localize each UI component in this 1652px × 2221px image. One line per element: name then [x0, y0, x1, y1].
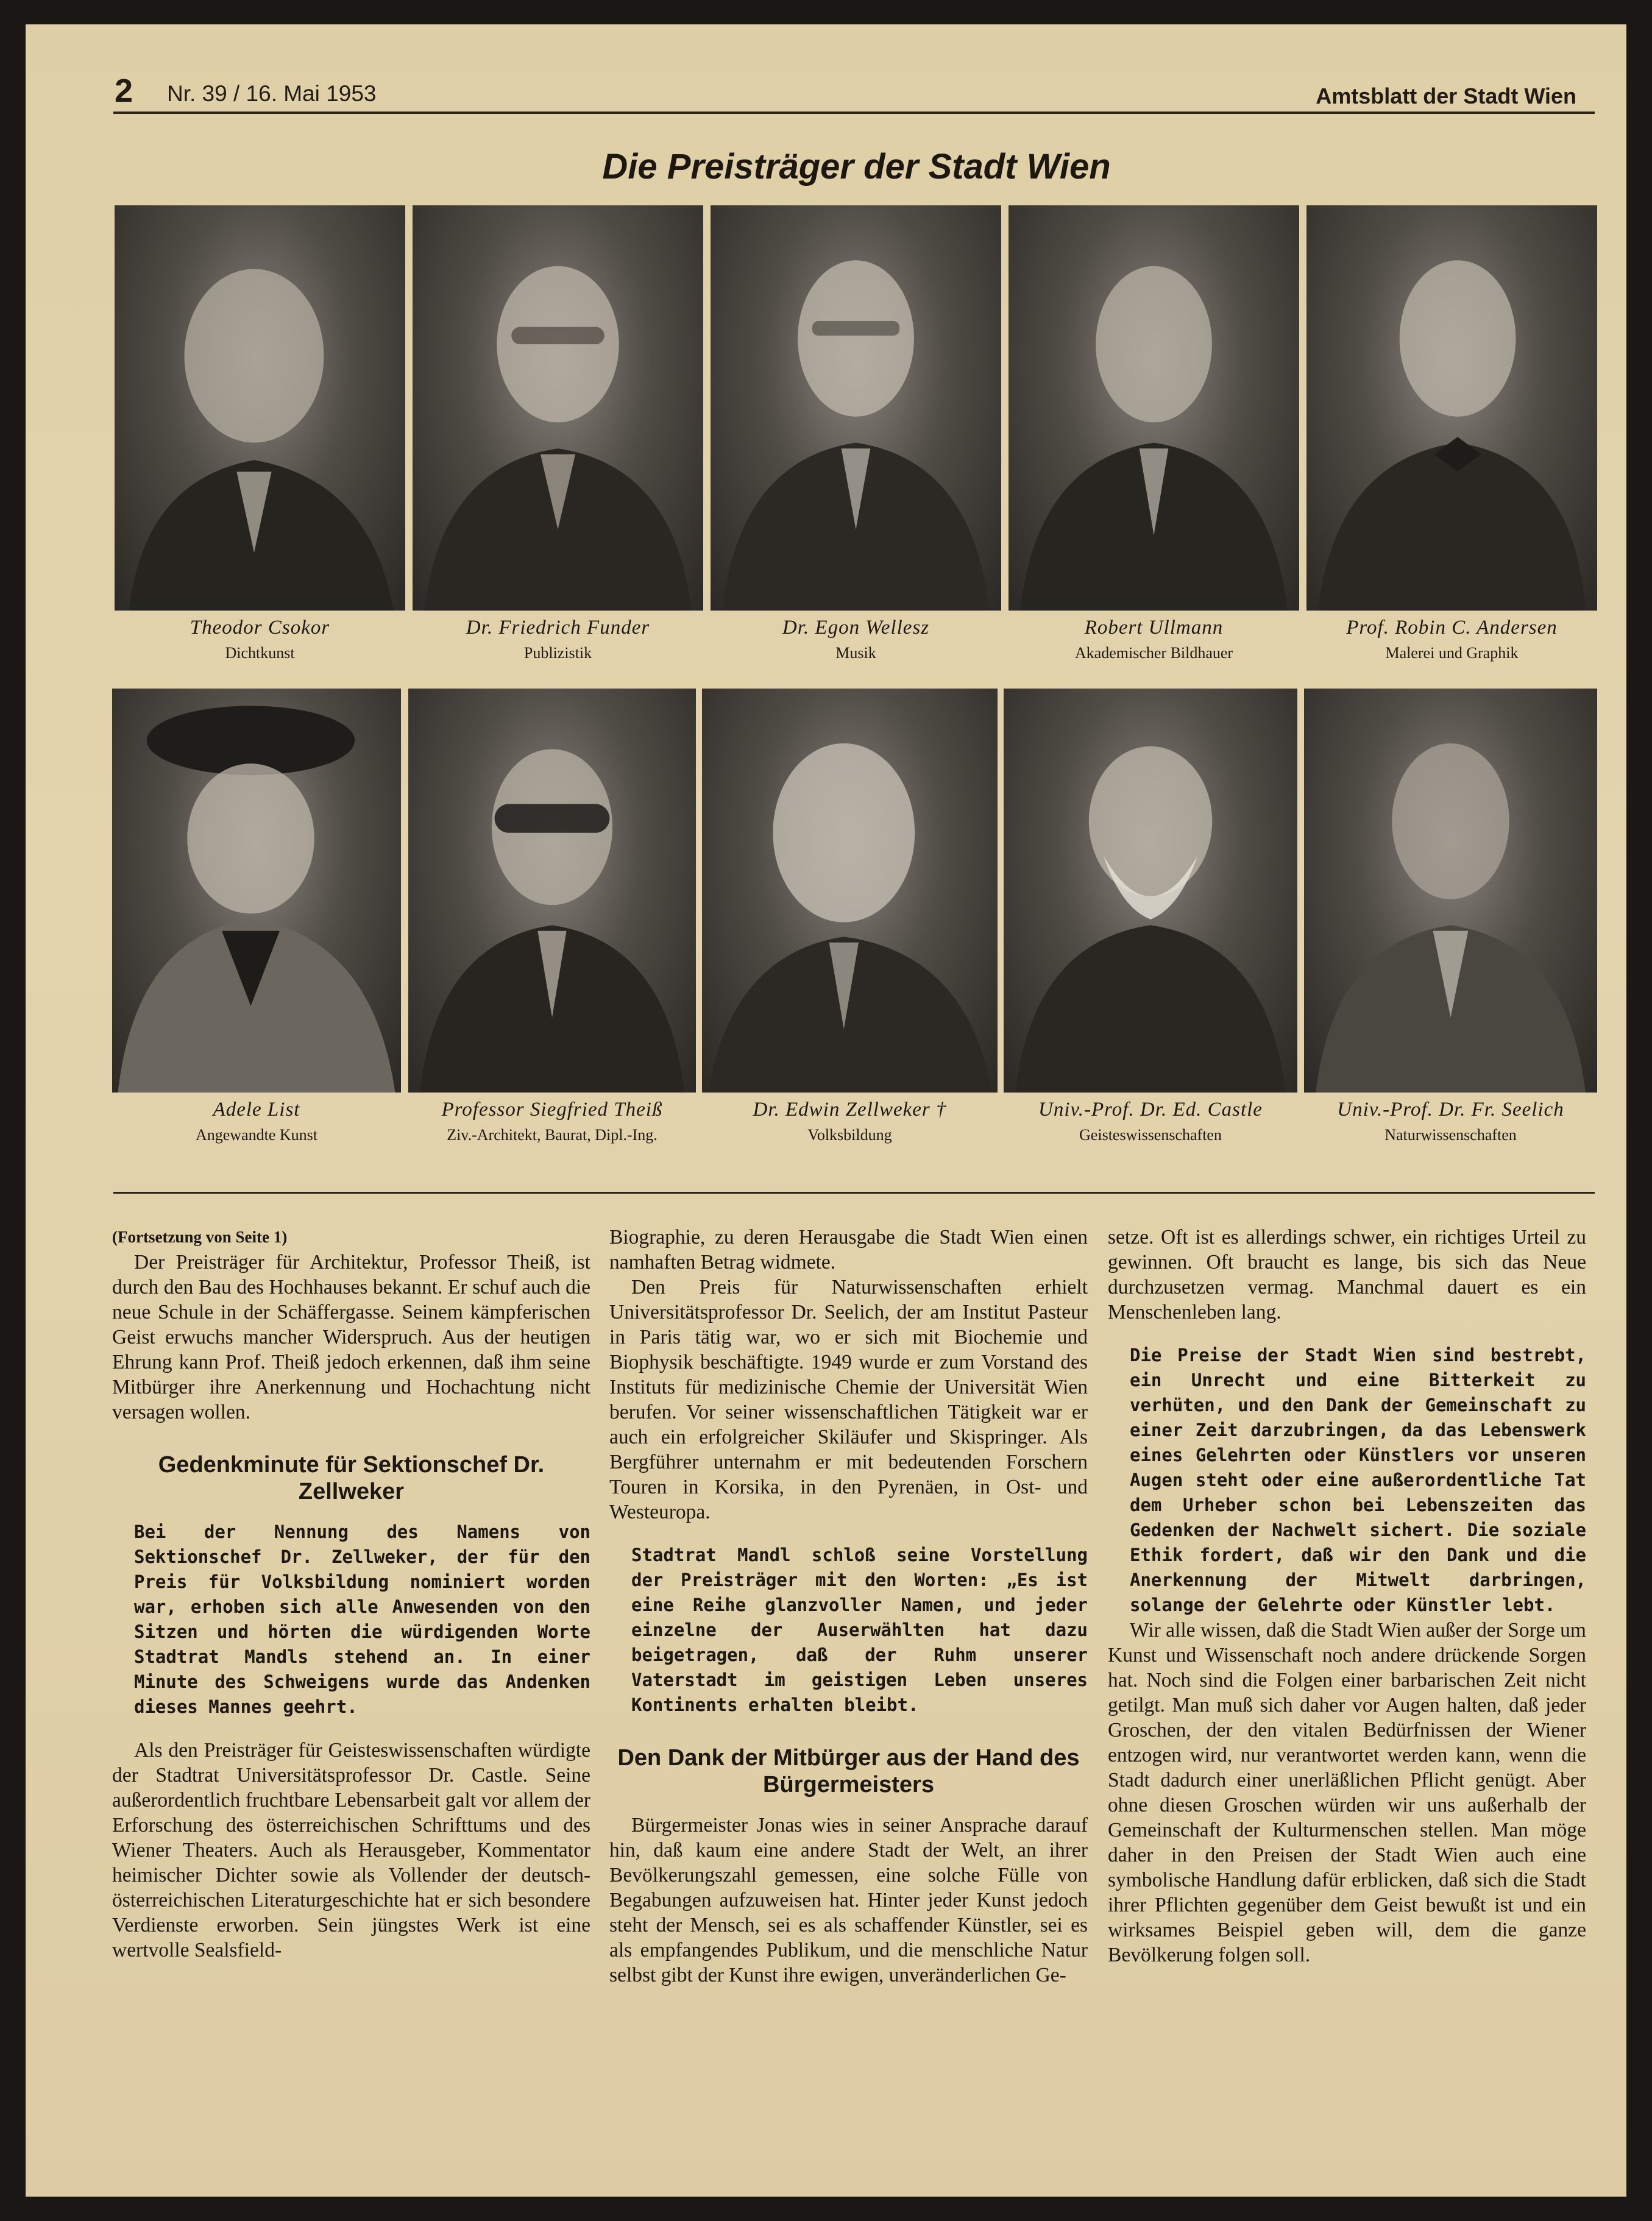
bold-paragraph: Die Preise der Stadt Wien sind bestrebt, ein Unrecht und eine Bitterkeit zu verhüten, und den Dank der Gemeinschaft zu einer Zeit darzubringen, da das Lebenswerk eines Gelehrten oder Künstlers vor unseren Augen steht oder eine außerordentliche Tat dem Urheber schon bei Lebenszeiten das Gedenken der Nachwelt sichert. Die soziale Ethik fordert, daß wir den Dank und die Anerkennung der Mitwelt darbringen, solange der Gelehrte oder Künstler lebt. [1130, 1345, 1586, 1615]
prize-field: Dichtkunst [225, 644, 295, 662]
issue-date: Nr. 39 / 16. Mai 1953 [167, 81, 377, 106]
prize-field: Geisteswissenschaften [1079, 1126, 1222, 1144]
person-name: Theodor Csokor [190, 617, 330, 639]
person-name: Prof. Robin C. Andersen [1346, 617, 1558, 639]
prize-field: Angewandte Kunst [195, 1126, 317, 1144]
person-name: Dr. Egon Wellesz [782, 617, 930, 639]
bold-paragraph: Stadtrat Mandl schloß seine Vorstellung der Preisträger mit den Worten: „Es ist eine Reihe glanzvoller Namen, und jeder einzelne der Auserwählten hat dazu beigetragen, daß der Ruhm unserer Vaterstadt im geistigen Leben unseres Kontinents erhalten bleibt. [631, 1545, 1088, 1715]
person-name: Univ.-Prof. Dr. Fr. Seelich [1337, 1099, 1564, 1121]
article-column-2 [609, 1225, 1088, 1988]
portrait-photo [1306, 205, 1597, 611]
caption [1304, 1099, 1597, 1144]
page-number: 2 [115, 73, 133, 109]
caption [115, 617, 405, 662]
paragraph: Als den Preisträger für Geisteswissenschaften würdigte der Stadtrat Universitätsprofessor Dr. Castle. Seine außerordentlich fruchtbare Lebensarbeit galt vor allem der Erforschung des österreichischen Schrifttums und des Wiener Theaters. Auch als Herausgeber, Kommentator heimischer Dichter sowie als Vollender der deutsch-österreichischen Literaturgeschichte hat er sich besondere Verdienste erworben. Sein jüngstes Werk ist eine wertvolle Sealsfield- [112, 1739, 590, 1961]
caption [1004, 1099, 1297, 1144]
continuation-note: (Fortsetzung von Seite 1) [112, 1228, 288, 1246]
article-column-1 [112, 1225, 590, 1963]
article-column-3 [1108, 1225, 1586, 1968]
prize-field: Naturwissenschaften [1384, 1126, 1517, 1144]
section-rule [113, 1192, 1595, 1194]
person-name: Professor Siegfried Theiß [441, 1099, 663, 1121]
portrait-photo [115, 205, 405, 611]
portrait-photo [702, 689, 998, 1093]
person-name: Dr. Friedrich Funder [466, 617, 650, 639]
paragraph: setze. Oft ist es allerdings schwer, ein richtiges Urteil zu gewinnen. Oft braucht es lange, bis sich das Neue durchzusetzen vermag. Manchmal dauert es ein Menschenleben lang. [1108, 1226, 1586, 1323]
person-name: Univ.-Prof. Dr. Ed. Castle [1038, 1099, 1263, 1121]
portrait-photo [1004, 689, 1297, 1093]
caption [413, 617, 703, 662]
prize-field: Akademischer Bildhauer [1074, 644, 1233, 662]
prize-field: Publizistik [523, 644, 592, 662]
caption [711, 617, 1001, 662]
person-name: Dr. Edwin Zellweker † [753, 1099, 947, 1121]
paragraph: Bürgermeister Jonas wies in seiner Ansprache darauf hin, daß kaum eine andere Stadt der Welt, an ihrer Bevölkerungszahl gemessen, eine solche Fülle von Begabungen aufzuweisen hat. Hinter jeder Kunst jedoch steht der Mensch, sei es als schaffender Künstler, sei es als empfangendes Publikum, und die menschliche Natur selbst gibt der Kunst ihre ewigen, unveränderlichen Ge- [609, 1814, 1088, 1986]
paragraph: Den Preis für Naturwissenschaften erhielt Universitätsprofessor Dr. Seelich, der am Institut Pasteur in Paris tätig war, wo er sich mit Biochemie und Biophysik beschäftigte. 1949 wurde er zum Vorstand des Instituts für medizinische Chemie der Universität Wien berufen. Vor seiner wissenschaftlichen Tätigkeit war er auch ein erfolgreicher Skiläufer und Skispringer. Als Bergführer unternahm er mit bedeutenden Forschern Touren in Korsika, in den Pyrenäen, in Ost- und Westeuropa. [609, 1276, 1088, 1523]
prize-field: Musik [835, 644, 876, 662]
page-title: Die Preisträger der Stadt Wien [602, 147, 1111, 186]
portrait-photo [1304, 689, 1597, 1093]
person-name: Adele List [213, 1099, 300, 1121]
portrait-photo [112, 689, 401, 1093]
caption [1009, 617, 1299, 662]
portrait-photo [413, 205, 703, 611]
portrait-photo [408, 689, 696, 1093]
caption [1306, 617, 1597, 662]
section-heading: Den Dank der Mitbürger aus der Hand des Bürgermeisters [617, 1745, 1080, 1798]
prize-field: Ziv.-Architekt, Baurat, Dipl.-Ing. [447, 1126, 658, 1144]
paragraph: Biographie, zu deren Herausgabe die Stadt Wien einen namhaften Betrag widmete. [609, 1226, 1088, 1273]
paragraph: Wir alle wissen, daß die Stadt Wien außer der Sorge um Kunst und Wissenschaft noch andere drückende Sorgen hat. Noch sind die Folgen einer barbarischen Zeit nicht getilgt. Man muß sich daher vor Augen halten, daß jeder Groschen, der den vitalen Bedürfnissen der Wiener entzogen wird, nur verantwortet werden kann, wenn die Stadt dadurch einer unerläßlichen Pflicht genügt. Aber ohne diesen Groschen würden wir uns außerhalb der Gemeinschaft der Kulturmenschen stellen. Man möge daher in den Preisen der Stadt Wien auch eine symbolische Handlung dafür erblicken, daß sich die Stadt ihrer Pflichten gegenüber dem Geist bewußt ist und ein wirksames Beispiel geben will, dem die ganze Bevölkerung folgen soll. [1108, 1619, 1586, 1966]
caption [408, 1099, 696, 1144]
caption [112, 1099, 401, 1144]
header-rule [113, 112, 1595, 114]
section-heading: Gedenkminute für Sektionschef Dr. Zellweker [158, 1452, 545, 1504]
prize-field: Malerei und Graphik [1385, 644, 1519, 662]
masthead: Amtsblatt der Stadt Wien [1316, 83, 1576, 108]
portrait-photo [1009, 205, 1299, 611]
paragraph: Der Preisträger für Architektur, Professor Theiß, ist durch den Bau des Hochhauses bekannt. Er schuf auch die neue Schule in der Schäffergasse. Seinem kämpferischen Geist erwuchs mancher Widerspruch. Aus der heutigen Ehrung kann Prof. Theiß jedoch erkennen, daß ihm seine Mitbürger ihre Anerkennung und Hochachtung nicht versagen wollen. [112, 1251, 590, 1423]
person-name: Robert Ullmann [1084, 617, 1224, 639]
caption [702, 1099, 998, 1144]
portrait-photo [711, 205, 1001, 611]
prize-field: Volksbildung [807, 1126, 892, 1144]
bold-paragraph: Bei der Nennung des Namens von Sektionschef Dr. Zellweker, der für den Preis für Volksbildung nominiert worden war, erhoben sich alle Anwesenden von den Sitzen und hörten die würdigenden Worte Stadtrat Mandls stehend an. In einer Minute des Schweigens wurde das Andenken dieses Mannes geehrt. [134, 1521, 590, 1717]
